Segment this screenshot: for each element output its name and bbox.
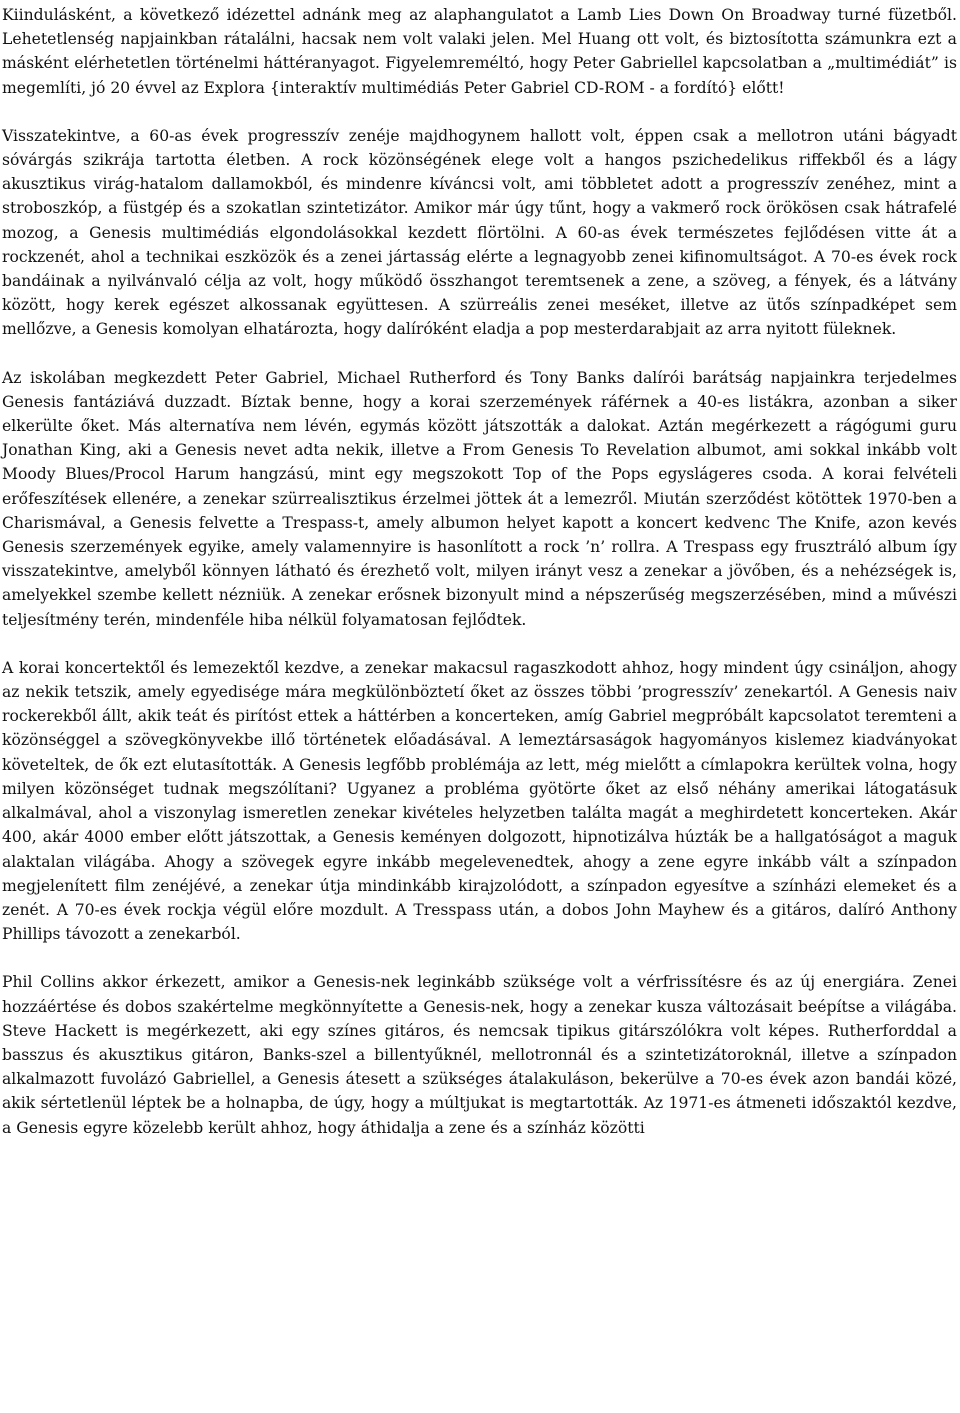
sentence: Zenei hozzáértése és dobos szakértelme megkönnyítette a Genesis-nek, hogy a zenekar kusza változásait beépítse a világába. — [2, 973, 957, 1016]
sentence: Miután szerződést kötöttek 1970-ben a Charismával, a Genesis felvette a Trespass-t, amely albumon helyet kapott a koncert kedvenc The Knife, azon kevés Genesis szerzemények egyike, amely valamennyire is hasonlított a rock ’n’ rollra. — [2, 489, 957, 557]
sentence: Ugyanez a probléma gyötörte őket az első néhány amerikai látogatásuk alkalmával, ahol a viszonylag ismeretlen zenekar kivételes helyzetben találta magát a meghirdetett koncerteken. — [2, 779, 957, 823]
sentence: Aztán megérkezett a rágógumi guru Jonathan King, aki a Genesis nevet adta nekik, illetve a From Genesis To Revelation albumot, ami sokkal inkább volt Moody Blues/Procol Harum hangzású, mint egy megszokott Top of the Pops egyslágeres csoda. — [2, 417, 957, 484]
paragraph-live-shows — [2, 656, 957, 946]
sentence: Ahogy a szövegek egyre inkább megelevenedtek, ahogy a zene egyre inkább vált a színpadon megjelenített film zenéjévé, a zenekar útja mindinkább kirajzolódott, a színpadon egyesítve a színházi elemeket és a zenét. — [2, 852, 957, 919]
paragraph-progressive-60s — [2, 124, 957, 342]
article-page — [2, 3, 957, 1140]
sentence: A korai koncertektől és lemezektől kezdve, a zenekar makacsul ragaszkodott ahhoz, hogy mindent úgy csináljon, ahogy az nekik tetszik, amely egyedisége mára megkülönböztetí őket az összes többi ’progresszív’ zenekartól. — [2, 658, 957, 702]
sentence: A rock közönségének elege volt a hangos pszichedelikus riffekből és a lágy akusztikus virág-hatalom dallamokból, és mindenre kíváncsi volt, ami többletet adott a progresszív zenéhez, mint a stroboszkóp, a füstgép és a szokatlan szintetizátor. — [2, 151, 957, 218]
sentence: Mel Huang ott volt, és biztosította számunkra ezt a másként elérhetetlen történelmi háttéranyagot. — [2, 30, 957, 73]
sentence: A 60-as évek természetes fejlődésen vitte át a rockzenét, ahol a technikai eszközök és a zenei jártasság elérte a legnagyobb zenei kifinomultságot. — [2, 223, 957, 266]
sentence: A Genesis naiv rockerekből állt, akik teát és pirítóst ettek a háttérben a koncerteken, amíg Gabriel megpróbált kapcsolatot teremteni a közönséggel a szövegkönyvekbe illő történetek előadásával. — [2, 683, 957, 750]
paragraph-phil-collins — [2, 970, 957, 1139]
sentence: Bíztak benne, hogy a korai szerzemények ráférnek a 40-es listákra, azonban a siker elkerülte őket. — [2, 392, 957, 436]
paragraph-early-history — [2, 366, 957, 632]
sentence: A 70-es évek rockja végül előre mozdult. — [56, 900, 389, 919]
sentence: Visszatekintve, a 60-as évek progresszív zenéje majdhogynem hallott volt, éppen csak a mellotron utáni bágyadt sóvárgás szikrája tartotta életben. — [2, 126, 957, 170]
sentence: A Trespass egy frusztráló album így visszatekintve, amelyből könnyen látható és érezhető volt, milyen irányt vesz a zenekar a jövőben, és a nehézségek is, amelyekkel szembe kellett nézniük. — [2, 538, 957, 605]
sentence: Kiindulásként, a következő idézettel adnánk meg az alaphangulatot a Lamb Lies Down On Broadway turné füzetből. — [2, 6, 957, 24]
sentence: Az 1971-es átmeneti időszaktól kezdve, a Genesis egyre közelebb került ahhoz, hogy áthidalja a zene és a színház közötti — [2, 1094, 957, 1137]
sentence: A Tresspass után, a dobos John Mayhew és a gitáros, dalíró Anthony Phillips távozott a zenekarból. — [2, 900, 957, 944]
sentence: Amikor már úgy tűnt, hogy a vakmerő rock örökösen csak hátrafelé mozog, a Genesis multimédiás elgondolásokkal kezdett flörtölni. — [2, 199, 957, 242]
sentence: Rutherforddal a basszus és akusztikus gitáron, Banks-szel a billentyűknél, mellotronnál és a szintetizátoroknál, illetve a színpadon alkalmazott fuvolázó Gabriellel, a Genesis átesett a szükséges átalakuláson, bekerülve a 70-es évek azon bandái közé, akik sértetlenül léptek be a holnapba, de úgy, hogy a múltjukat is megtartották. — [2, 1021, 957, 1113]
sentence: A szürreális zenei meséket, illetve az ütős színpadképet sem mellőzve, a Genesis komolyan elhatározta, hogy dalíróként eladja a pop mesterdarabjait az arra nyitott füleknek. — [2, 296, 957, 339]
sentence: Más alternatíva nem lévén, egymás között játszották a dalokat. — [127, 417, 651, 436]
sentence: A zenekar erősnek bizonyult mind a népszerűség megszerzésében, mind a művészi teljesítmény terén, mindenféle hiba nélkül folyamatosan fejlődtek. — [2, 586, 957, 629]
sentence: Akár 400, akár 4000 ember előtt játszottak, a Genesis keményen dolgozott, hipnotizálva húzták be a hallgatóságot a maguk alaktalan világába. — [2, 804, 957, 871]
sentence: Lehetetlenség napjainkban rátalálni, hacsak nem volt valaki jelen. — [2, 30, 536, 49]
sentence: Phil Collins akkor érkezett, amikor a Genesis-nek leginkább szüksége volt a vérfrissítésre és az új energiára. — [2, 973, 905, 992]
sentence: A korai felvételi erőfeszítések ellenére, a zenekar szürrealisztikus érzelmei jöttek át a lemezről. — [2, 465, 957, 508]
sentence: A lemeztársaságok hagyományos kislemez kiadványokat követeltek, de ők ezt elutasították. — [2, 731, 957, 774]
paragraph-intro — [2, 3, 957, 100]
sentence: Az iskolában megkezdett Peter Gabriel, Michael Rutherford és Tony Banks dalírói barátság napjainkra terjedelmes Genesis fantáziává duzzadt. — [2, 368, 957, 411]
sentence: Steve Hackett is megérkezett, aki egy színes gitáros, és nemcsak tipikus gitárszólókra volt képes. — [2, 1021, 820, 1040]
sentence: Figyelemreméltó, hogy Peter Gabriellel kapcsolatban a „multimédiát” is megemlíti, jó 20 évvel az Explora {interaktív multimédiás Peter Gabriel CD-ROM - a fordító} előtt! — [2, 54, 957, 97]
sentence: A 70-es évek rock bandáinak a nyilvánvaló célja az volt, hogy működő összhangot teremtsenek a zene, a szöveg, a fények, és a látvány között, hogy kerek egészet alkossanak együttesen. — [2, 247, 957, 315]
sentence: A Genesis legfőbb problémája az lett, még mielőtt a címlapokra kerültek volna, hogy milyen közönséget tudnak megszólítani? — [2, 755, 957, 798]
